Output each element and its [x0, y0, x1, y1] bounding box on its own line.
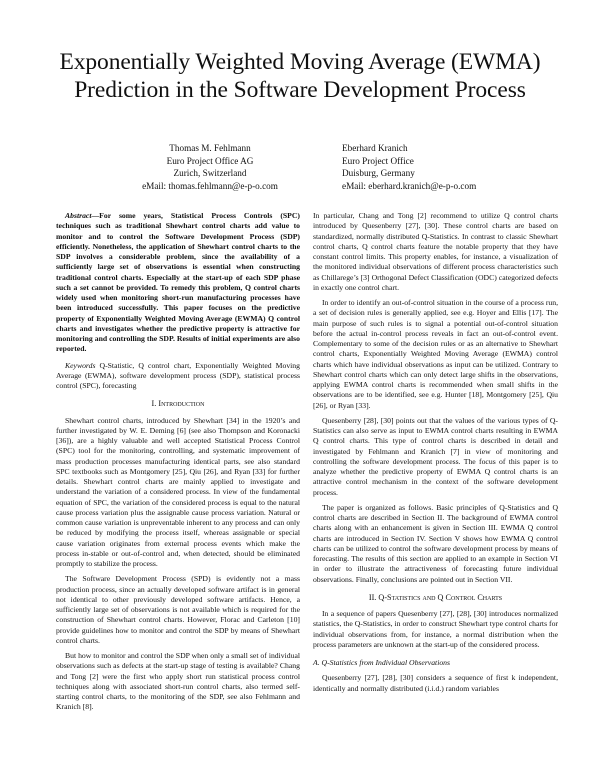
- author-org: Euro Project Office: [342, 155, 414, 166]
- keywords-label: Keywords: [65, 360, 96, 370]
- abstract-text: —For some years, Statistical Process Controls (SPC) techniques such as traditional Shewhart control charts add value to monitor and to control the Software Development Process (SDP) efficiently. Nonetheless, the application of Shewhart control charts to the SDP involves a considerable problem, since the availability of a sufficiently large set of observations is essential when constructing traditional control charts. Especially at the start-up of each SDP phase such a set cannot be provided. To remedy this problem, Q control charts widely used when monitoring short-run manufacturing processes have been introduced successfully. This paper focuses on the predictive property of Exponentially Weighted Moving Average (EWMA) Q control charts and investigates whether the predictive property is attractive for monitoring and controlling the SDP. Results of initial experiments are also reported.: [56, 211, 300, 354]
- paragraph: Quesenberry [27], [28], [30] considers a sequence of first k independent, identically and normally distributed (i.i.d.) random variables: [313, 673, 558, 693]
- author-2: [342, 142, 477, 192]
- paragraph: The Software Development Process (SPD) is evidently not a mass production process, since an actually developed software artifact is in general not identical to other previously developed software artifacts. Hence, a sufficiently large set of observations is not available which is required for the construction of Shewhart control charts. However, Florac and Carleton [10] provide guidelines how to monitor and control the SDP by means of Shewhart control charts.: [56, 574, 300, 645]
- paragraph: But how to monitor and control the SDP when only a small set of individual observations such as defects at the start-up stage of testing is available? Chang and Tong [2] were the first who apply short run statistical process control techniques along with associated short-run control charts, also termed self-starting control charts, to the monitoring of the SDP, see also Fehlmann and Kranich [8].: [56, 651, 300, 712]
- section-heading: I. Introduction: [151, 399, 205, 409]
- paper-title: Exponentially Weighted Moving Average (EWMA) Prediction in the Software Development Process: [59, 49, 541, 103]
- abstract: [56, 211, 300, 355]
- right-column: [313, 211, 558, 699]
- author-email: eMail: thomas.fehlmann@e-p-o.com: [142, 180, 278, 191]
- author-email: eMail: eberhard.kranich@e-p-o.com: [342, 180, 477, 191]
- left-column: [56, 211, 300, 718]
- abstract-label: Abstract: [65, 211, 92, 220]
- author-city: Duisburg, Germany: [342, 168, 415, 178]
- paragraph: In a sequence of papers Quesenberry [27], [28], [30] introduces normalized statistics, the Q-Statistics, in order to construct Shewhart type control charts for individual observations from, for instance, a normal distribution when the process parameters are unknown at the start-up of the considered process.: [313, 609, 558, 649]
- subsection-heading: A. Q-Statistics from Individual Observations: [313, 658, 451, 667]
- section-heading: II. Q-Statistics and Q Control Charts: [368, 592, 503, 602]
- author-name: Eberhard Kranich: [342, 143, 408, 153]
- paragraph: In order to identify an out-of-control situation in the course of a process run, a set of decision rules is generally applied, see e.g. Hoyer and Ellis [17]. The main purpose of such rules is to signal a potential out-of-control situation before the actual in-control process reveals in fact an out-of-control event. Complementary to some of the decision rules or as an alternative to Shewhart control charts, Exponentially Weighted Moving Average (EWMA) control charts which have individual observations as input can be utilized. Contrary to Shewhart control charts which can only detect large shifts in the observations, applying EWMA control charts is recommended when small shifts in the observations are to be identified, see e.g. Hunter [18], Montgomery [25], Qiu [26], or Ryan [33].: [313, 298, 558, 410]
- paragraph: The paper is organized as follows. Basic principles of Q-Statistics and Q control charts are described in Section II. The background of EWMA control charts along with an enhancement is given in Section III. EWMA Q control charts are introduced in Section IV. Section V shows how EWMA Q control charts can be utilized to control the software development process by means of forecasting. The results of this section are applied to an example in Section VI in order to illustrate the attractiveness of forecasting future individual observations. Finally, conclusions are pointed out in Section VII.: [313, 502, 558, 584]
- author-name: Thomas M. Fehlmann: [169, 143, 251, 153]
- paragraph: Quesenberry [28], [30] points out that the values of the various types of Q-Statistics can also serve as input to EWMA control charts resulting in EWMA Q control charts. This type of control charts is described in detail and investigated by Fehlmann and Kranich [7] in view of monitoring and controlling the software development process. The focus of this paper is to analyze whether the predictive property of EWMA Q control charts is an attractive control mechanism in the context of the software development process.: [313, 415, 558, 497]
- keywords: [56, 361, 300, 392]
- paragraph: Shewhart control charts, introduced by Shewhart [34] in the 1920’s and further investigated by W. E. Deming [6] (see also Thompson and Koronacki [36]), are a highly valuable and well accepted Statistical Process Control (SPC) tool for the monitoring, controlling, and systematic improvement of mass production processes manufacturing identical parts, see also standard SPC textbooks such as Montgomery [25], Qiu [26], and Ryan [33] for further details. Shewhart control charts are mainly applied to investigate and understand the variation of a considered process. In view of the fundamental equation of SPC, the variation of the considered process is equal to the natural cause process variation plus the assignable cause process variation. Natural or common cause variation is unpreventable inherent to any process and can only be reduced by modifying the process itself, whereas assignable or special cause variation originates from external process events which make the process in-stable or out-of-control and, when detected, should be eliminated promptly to stabilize the process.: [56, 415, 300, 568]
- keywords-text: Q-Statistic, Q control chart, Exponentially Weighted Moving Average (EWMA), software development process (SDP), statistical process control (SPC), forecasting: [56, 360, 300, 390]
- paragraph: In particular, Chang and Tong [2] recommend to utilize Q control charts introduced by Quesenberry [27], [30]. These control charts are based on standardized, normally distributed Q-Statistics. In contrast to classic Shewhart control charts, Q control charts feature the notable property that they have constant control limits. This property enables, for instance, a visualization of the monitored individual observations of different process characteristics such as Chillarege’s [3] Orthogonal Defect Classification (ODC) categorized defects in exactly one control chart.: [313, 211, 558, 292]
- author-1: [110, 142, 310, 192]
- author-city: Zurich, Switzerland: [173, 168, 247, 178]
- author-org: Euro Project Office AG: [166, 155, 254, 166]
